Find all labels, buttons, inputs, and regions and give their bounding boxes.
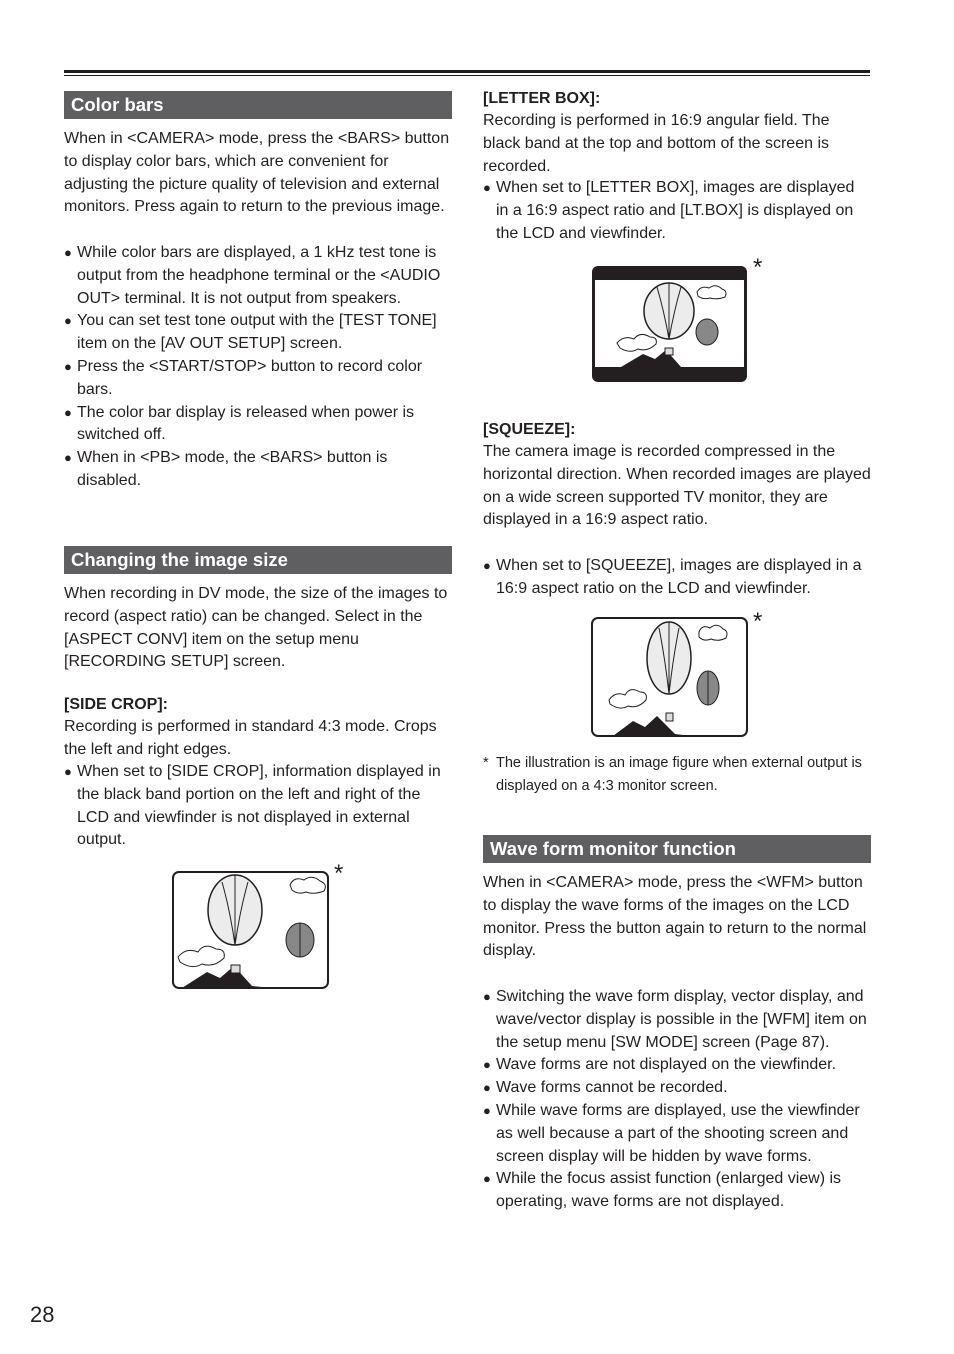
balloon-illustration-side-crop — [172, 862, 352, 992]
side-crop-text: Recording is performed in standard 4:3 mode. Crops the left and right edges. — [64, 718, 437, 758]
figure-asterisk: * — [753, 610, 763, 635]
squeeze-title: [SQUEEZE]: — [483, 421, 576, 438]
bullet-icon: ● — [64, 245, 72, 260]
top-rule-thin — [64, 75, 870, 76]
letter-box-text: Recording is performed in 16:9 angular field. The black band at the top and bottom of the screen is recorded. — [483, 112, 830, 175]
squeeze-bullets — [483, 555, 871, 601]
list-item: ● While wave forms are displayed, use the viewfinder as well because a part of the shooting screen and screen display will be hidden by wave forms. — [483, 1101, 860, 1165]
color-bars-bullets — [64, 242, 452, 493]
list-item: ● You can set test tone output with the [TEST TONE] item on the [AV OUT SETUP] screen. — [64, 312, 437, 353]
letter-box-figure — [591, 256, 771, 386]
list-item: ● When set to [LETTER BOX], images are displayed in a 16:9 aspect ratio and [LT.BOX] is displayed on the LCD and viewfinder. — [483, 179, 855, 242]
basket-icon — [231, 965, 240, 973]
squeeze-figure — [591, 610, 771, 740]
bullet-icon: ● — [483, 1080, 491, 1096]
basket-icon — [666, 713, 673, 721]
bullet-icon: ● — [483, 989, 491, 1004]
list-item: ● While color bars are displayed, a 1 kHz test tone is output from the headphone terminal or the <AUDIO OUT> terminal. It is not output from speakers. — [64, 244, 441, 307]
bullet-icon: ● — [64, 358, 72, 374]
bullet-icon: ● — [483, 558, 491, 573]
bullet-icon: ● — [64, 404, 72, 420]
wfm-heading: Wave form monitor function — [483, 835, 871, 863]
basket-icon — [665, 348, 673, 355]
figure-asterisk: * — [753, 256, 763, 281]
squeeze-text: The camera image is recorded compressed in the horizontal direction. When recorded images are played on a wide screen supported TV monitor, they are displayed in a 16:9 aspect ratio. — [483, 443, 871, 529]
small-balloon-icon — [696, 319, 718, 345]
list-item: ● Wave forms are not displayed on the viewfinder. — [483, 1054, 871, 1077]
note-asterisk: * — [483, 755, 489, 771]
bullet-icon: ● — [64, 764, 72, 779]
list-item: ● When set to [SQUEEZE], images are displayed in a 16:9 aspect ratio on the LCD and viewfinder. — [483, 557, 862, 597]
color-bars-heading: Color bars — [64, 91, 452, 119]
image-size-heading: Changing the image size — [64, 546, 452, 574]
bullet-icon: ● — [483, 1102, 491, 1118]
list-item: ● When in <PB> mode, the <BARS> button is disabled. — [64, 449, 388, 489]
wfm-bullets — [483, 986, 871, 1214]
image-size-intro: When recording in DV mode, the size of the images to record (aspect ratio) can be changed. Select in the [ASPECT CONV] item on the setup menu [RECORDING SETUP] screen. — [64, 585, 448, 671]
bullet-icon: ● — [483, 180, 491, 195]
side-crop-bullets — [64, 761, 452, 852]
bullet-icon: ● — [64, 450, 72, 466]
color-bars-intro: When in <CAMERA> mode, press the <BARS> button to display color bars, which are convenient for adjusting the picture quality of television and external monitors. Press again to return to the previous image. — [64, 130, 450, 216]
bullet-icon: ● — [483, 1171, 491, 1187]
list-item: ● When set to [SIDE CROP], information displayed in the black band portion on the left and right of the LCD and viewfinder is not displayed in external output. — [64, 763, 441, 849]
figure-asterisk: * — [334, 862, 344, 887]
side-crop-title: [SIDE CROP]: — [64, 696, 168, 713]
figure-note: * The illustration is an image figure when external output is displayed on a 4:3 monitor screen. — [483, 752, 871, 798]
balloon-illustration-squeeze — [591, 610, 771, 740]
list-item: ● Switching the wave form display, vector display, and wave/vector display is possible in the [WFM] item on the setup menu [SW MODE] screen (Page 87). — [483, 988, 867, 1051]
list-item: ● The color bar display is released when power is switched off. — [64, 403, 415, 444]
letter-box-title: [LETTER BOX]: — [483, 90, 601, 107]
list-item: ● Press the <START/STOP> button to record color bars. — [64, 357, 423, 398]
side-crop-figure — [172, 862, 352, 992]
letter-box-bullets — [483, 177, 871, 245]
balloon-illustration-letter-box — [591, 256, 771, 386]
page-number: 28 — [30, 1302, 55, 1327]
bullet-icon: ● — [483, 1057, 491, 1073]
wfm-intro: When in <CAMERA> mode, press the <WFM> button to display the wave forms of the images on the LCD monitor. Press the button again to return to the normal display. — [483, 874, 867, 960]
list-item: ● Wave forms cannot be recorded. — [483, 1077, 871, 1100]
bullet-icon: ● — [64, 313, 72, 329]
list-item: ● While the focus assist function (enlarged view) is operating, wave forms are not displayed. — [483, 1170, 842, 1211]
top-rule — [64, 70, 870, 73]
